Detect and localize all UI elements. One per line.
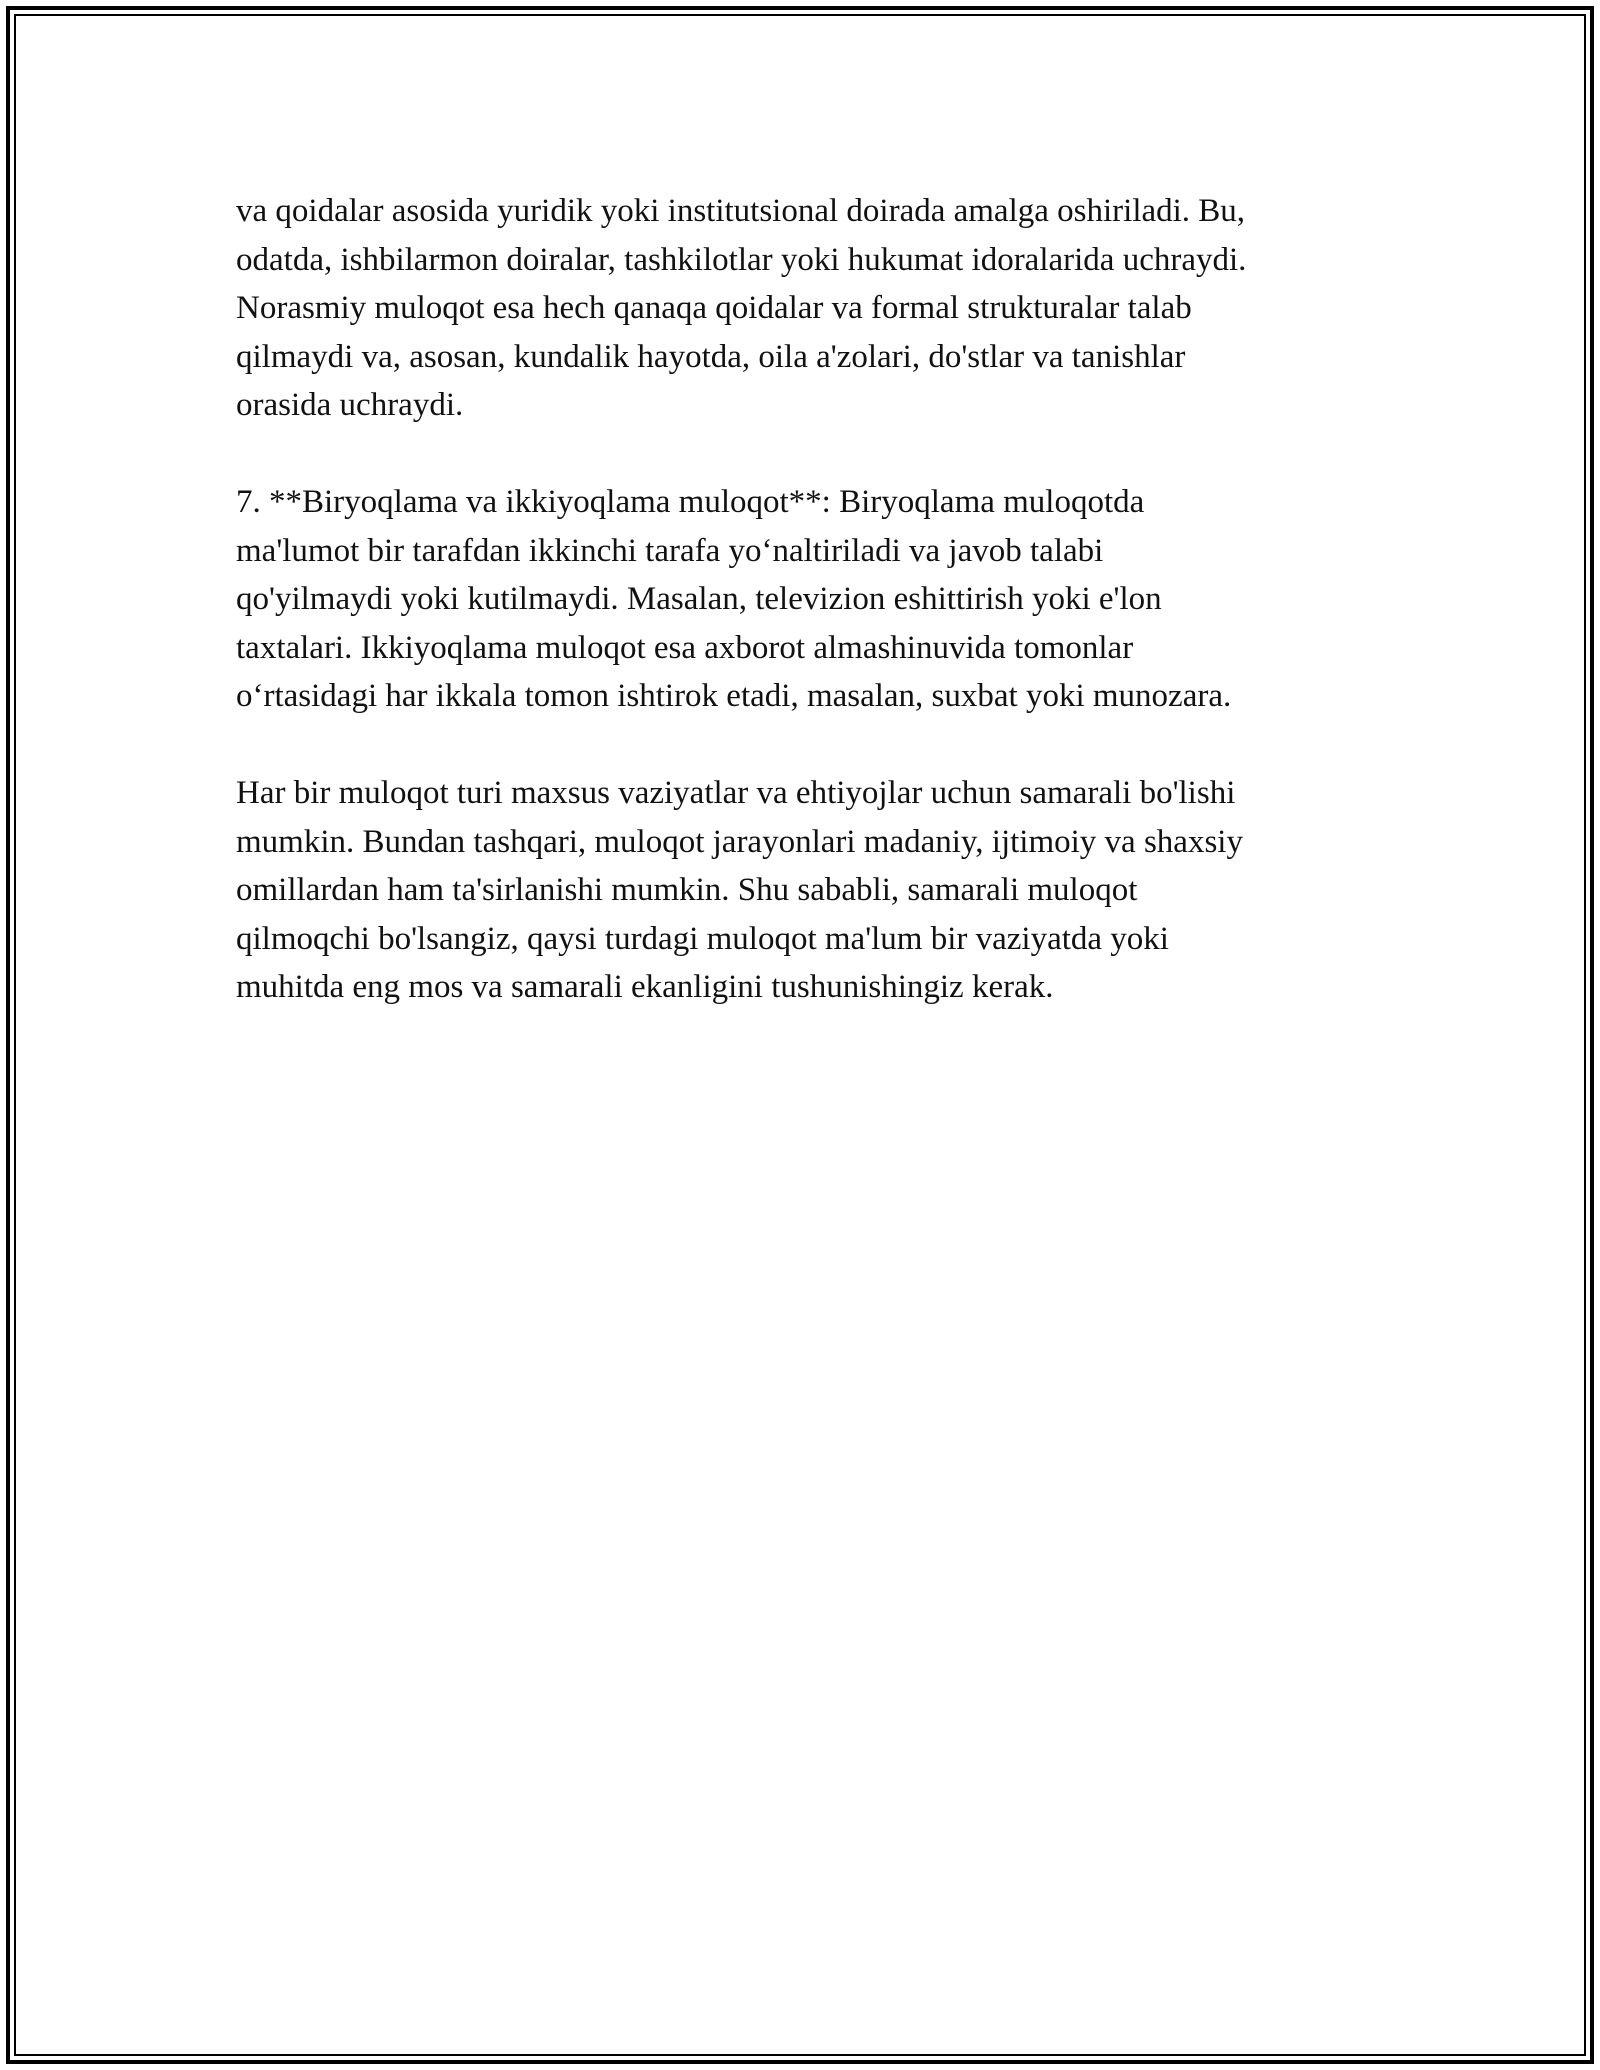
text-line: mumkin. Bundan tashqari, muloqot jarayonlari madaniy, ijtimoiy va shaxsiy <box>236 823 1243 860</box>
text-line: qo'yilmaydi yoki kutilmaydi. Masalan, televizion eshittirish yoki e'lon <box>236 581 1162 617</box>
text-line: odatda, ishbilarmon doiralar, tashkilotlar yoki hukumat idoralarida uchraydi. <box>236 241 1247 278</box>
text-line: orasida uchraydi. <box>236 387 464 423</box>
text-line: omillardan ham ta'sirlanishi mumkin. Shu sababli, samarali muloqot <box>236 872 1138 908</box>
paragraph-conclusion <box>236 769 1386 1012</box>
text-line: Norasmiy muloqot esa hech qanaqa qoidalar va formal strukturalar talab <box>236 290 1192 326</box>
text-line: Har bir muloqot turi maxsus vaziyatlar va ehtiyojlar uchun samarali bo'lishi <box>236 775 1236 811</box>
paragraph-formal-informal <box>236 187 1386 430</box>
text-line: qilmaydi va, asosan, kundalik hayotda, oila a'zolari, do'stlar va tanishlar <box>236 338 1186 375</box>
paragraph-one-way-two-way <box>236 478 1386 721</box>
text-line: ma'lumot bir tarafdan ikkinchi tarafa yoʻnaltiriladi va javob talabi <box>236 532 1104 569</box>
text-line: oʻrtasidagi har ikkala tomon ishtirok etadi, masalan, suxbat yoki munozara. <box>236 678 1232 714</box>
text-line: qilmoqchi bo'lsangiz, qaysi turdagi muloqot ma'lum bir vaziyatda yoki <box>236 920 1169 957</box>
text-line: 7. **Biryoqlama va ikkiyoqlama muloqot**: Biryoqlama muloqotda <box>236 484 1145 520</box>
document-body <box>236 187 1386 1060</box>
text-line: taxtalari. Ikkiyoqlama muloqot esa axborot almashinuvida tomonlar <box>236 629 1134 666</box>
text-line: va qoidalar asosida yuridik yoki institutsional doirada amalga oshiriladi. Bu, <box>236 193 1246 229</box>
text-line: muhitda eng mos va samarali ekanligini tushunishingiz kerak. <box>236 969 1054 1005</box>
